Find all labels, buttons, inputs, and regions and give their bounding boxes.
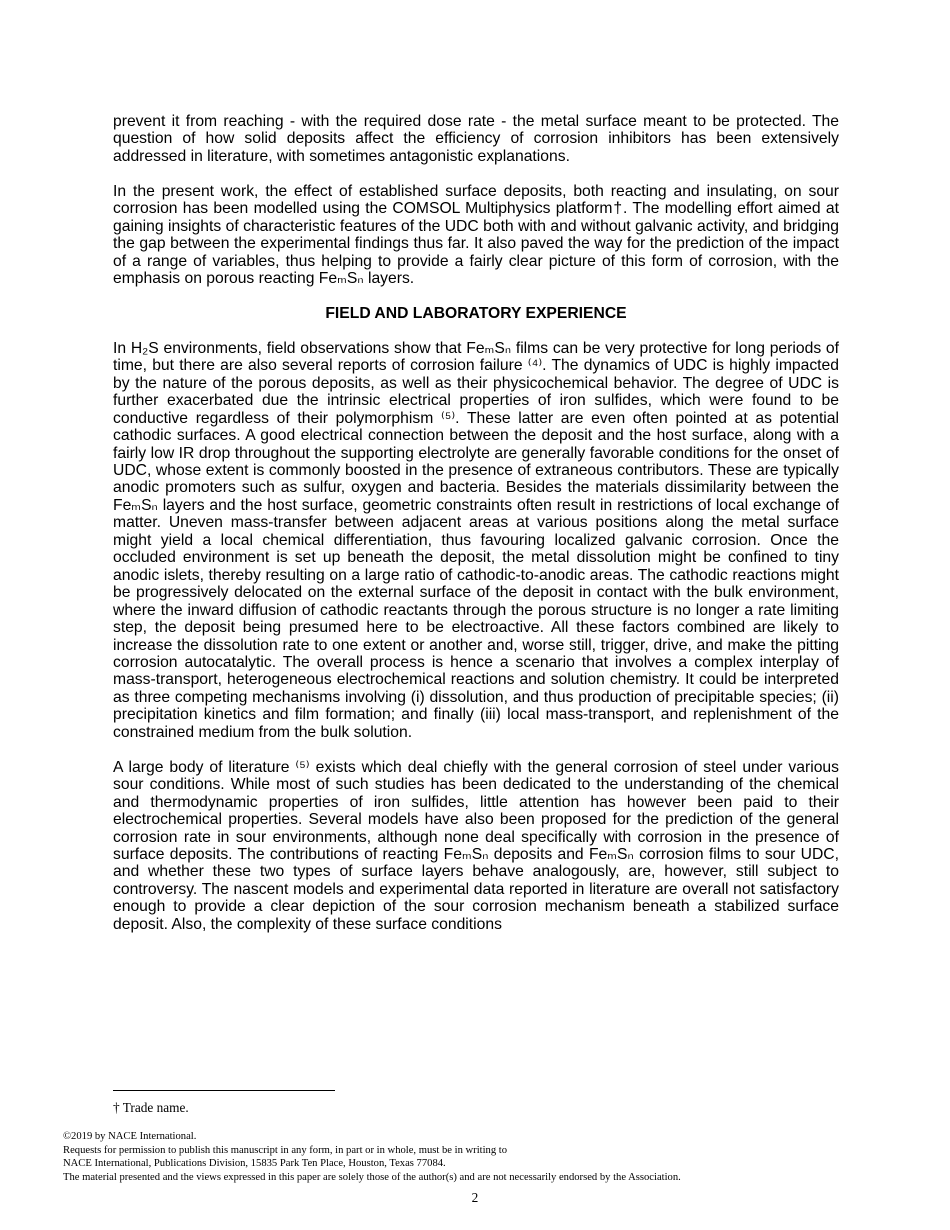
document-body (113, 113, 839, 951)
permission-line: Requests for permission to publish this manuscript in any form, in part or in whole, must be in writing to (63, 1144, 508, 1156)
page-number: 2 (471, 1190, 479, 1205)
copyright-notice (63, 1130, 681, 1184)
copyright-line: ©2019 by NACE International. (63, 1131, 197, 1142)
disclaimer-line: The material presented and the views expressed in this paper are solely those of the author(s) and are not necessarily endorsed by the Association. (63, 1171, 681, 1183)
paragraph-inhibitors: prevent it from reaching - with the required dose rate - the metal surface meant to be protected. The question of how solid deposits affect the efficiency of corrosion inhibitors has been extensively addressed in literature, with sometimes antagonistic explanations. (113, 113, 839, 165)
paragraph-literature: A large body of literature ⁽⁵⁾ exists which deal chiefly with the general corrosion of steel under various sour conditions. While most of such studies has been dedicated to the understanding of the chemical and thermodynamic properties of iron sulfides, little attention has however been paid to their electrochemical properties. Several models have also been proposed for the prediction of the general corrosion rate in sour environments, although none deal specifically with corrosion in the presence of surface deposits. The contributions of reacting FeₘSₙ deposits and FeₘSₙ corrosion films to sour UDC, and whether these two types of surface layers behave analogously, are, however, still subject to controversy. The nascent models and experimental data reported in literature are overall not satisfactory enough to provide a clear depiction of the sour corrosion mechanism beneath a stabilized surface deposit. Also, the complexity of these surface conditions (113, 758, 839, 933)
paragraph-field-experience: In H₂S environments, field observations show that FeₘSₙ films can be very protective for long periods of time, but there are also several reports of corrosion failure ⁽⁴⁾. The dynamics of UDC is highly impacted by the nature of the porous deposits, as well as their physicochemical behavior. The degree of UDC is further exacerbated due the intrinsic electrical properties of iron sulfides, which were found to be conductive regardless of their polymorphism ⁽⁵⁾. These latter are even often pointed at as potential cathodic surfaces. A good electrical connection between the deposit and the host surface, along with a fairly low IR drop throughout the supporting electrolyte are generally favorable conditions for the onset of UDC, whose extent is commonly boosted in the presence of extraneous contributors. These are typically anodic promoters such as sulfur, oxygen and bacteria. Besides the materials dissimilarity between the FeₘSₙ layers and the host surface, geometric constraints often result in restrictions of local exchange of matter. Uneven mass-transfer between adjacent areas at various positions along the metal surface might yield a local chemical differentiation, thus favouring localized galvanic corrosion. Once the occluded environment is set up beneath the deposit, the metal dissolution might be confined to tiny anodic islets, thereby resulting on a large ratio of cathodic-to-anodic areas. The cathodic reactions might be progressively delocated on the external surface of the deposit in contact with the bulk environment, where the inward diffusion of cathodic reactants through the porous structure is no longer a rate limiting step, the deposit being presumed here to be electroactive. All these factors combined are likely to increase the dissolution rate to one extent or another and, worse still, trigger, drive, and make the pitting corrosion autocatalytic. The overall process is hence a scenario that involves a complex interplay of mass-transport, heterogeneous electrochemical reactions and solution chemistry. It could be interpreted as three competing mechanisms involving (i) dissolution, and thus production of precipitable species; (ii) precipitation kinetics and film formation; and finally (iii) local mass-transport, and replenishment of the constrained medium from the bulk solution. (113, 339, 839, 741)
section-heading: FIELD AND LABORATORY EXPERIENCE (325, 304, 627, 322)
address-line: NACE International, Publications Division, 15835 Park Ten Place, Houston, Texas 77084. (63, 1158, 446, 1170)
paragraph-present-work: In the present work, the effect of established surface deposits, both reacting and insulating, on sour corrosion has been modelled using the COMSOL Multiphysics platform†. The modelling effort aimed at gaining insights of characteristic features of the UDC both with and without galvanic activity, and bridging the gap between the experimental findings thus far. It also paved the way for the prediction of the impact of a range of variables, thus helping to provide a fairly clear picture of this form of corrosion, with the emphasis on porous reacting FeₘSₙ layers. (113, 182, 839, 288)
footnote: † Trade name. (113, 1100, 189, 1115)
footnote-divider (113, 1090, 335, 1091)
